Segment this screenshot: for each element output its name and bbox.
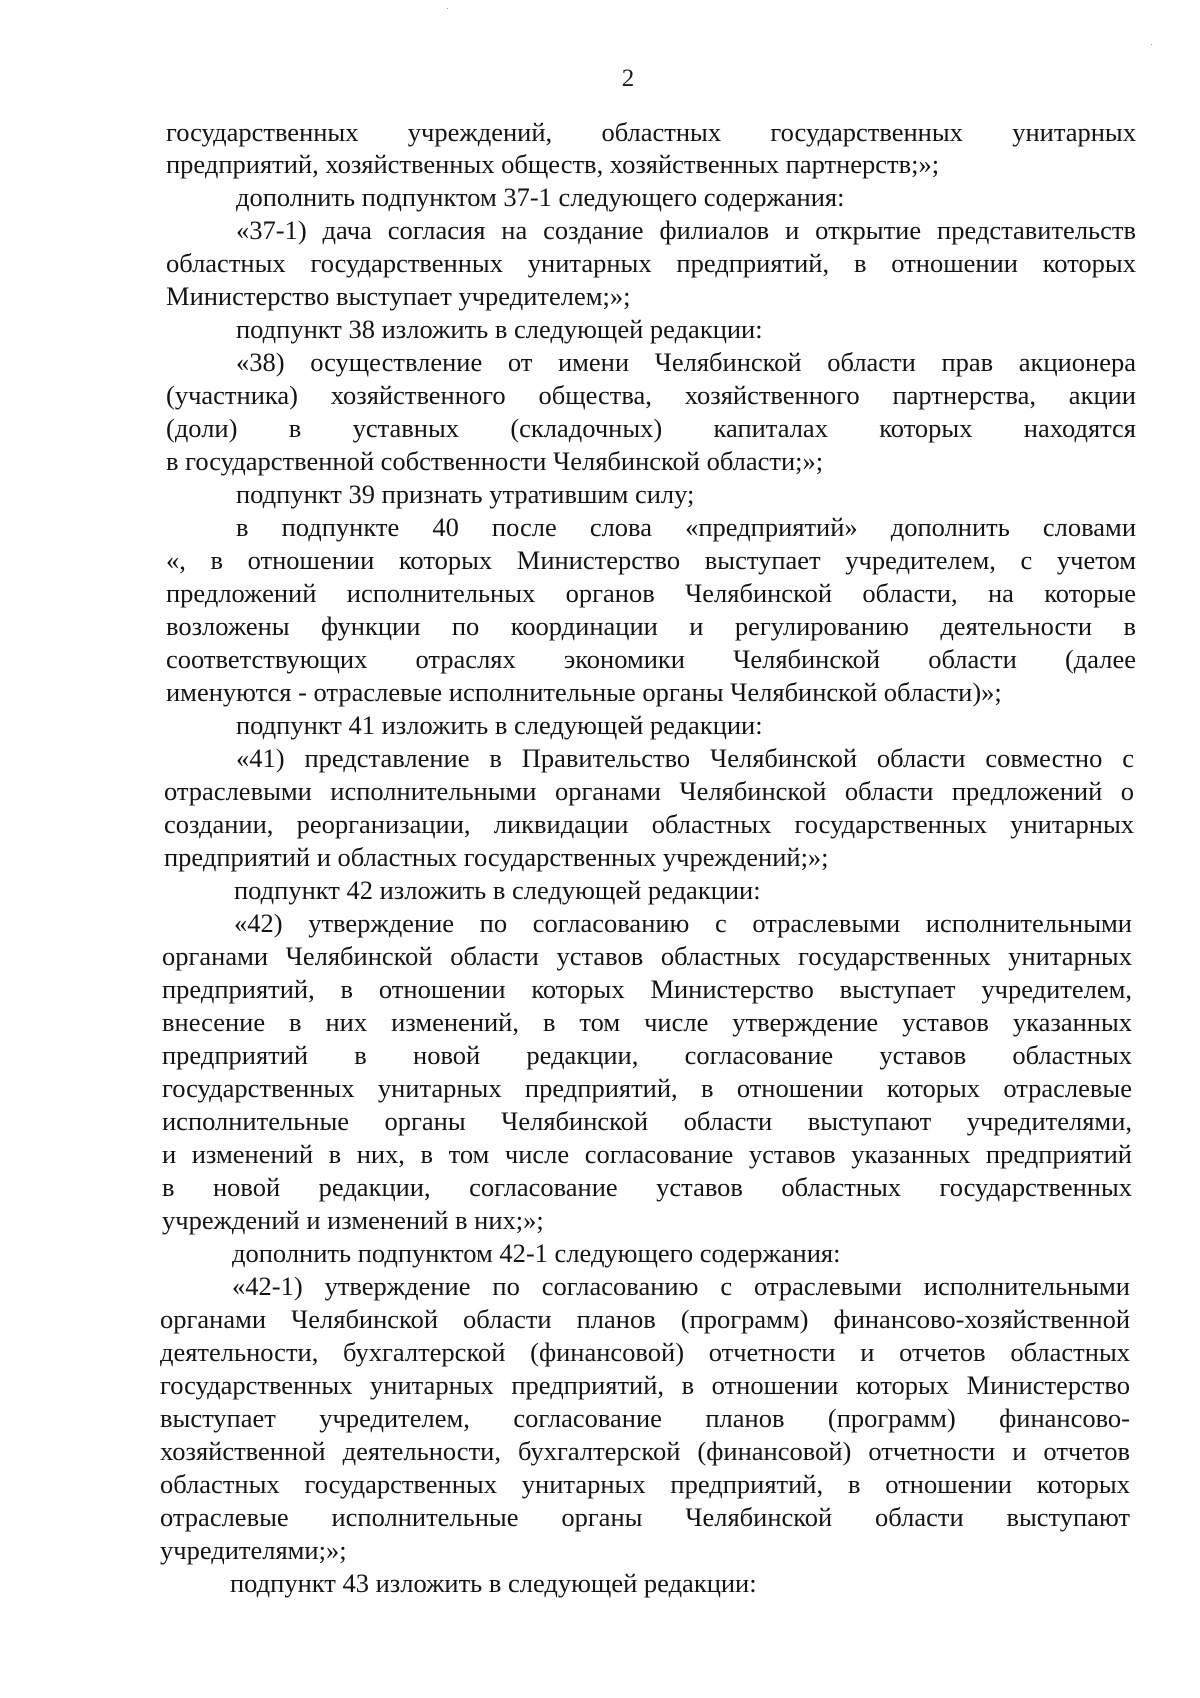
page-number: 2 [621, 65, 635, 92]
text-line: соответствующих отраслях экономики Челябинской области (далее [166, 644, 1136, 674]
text-line: деятельности, бухгалтерской (финансовой) отчетности и отчетов областных [160, 1337, 1130, 1367]
scan-speck [447, 8, 448, 9]
text-line: дополнить подпунктом 42-1 следующего содержания: [232, 1238, 841, 1268]
text-line: отраслевыми исполнительными органами Челябинской области предложений о [164, 776, 1134, 806]
text-line: «41) представление в Правительство Челябинской области совместно с [236, 743, 1134, 773]
text-line: в государственной собственности Челябинской области;»; [166, 446, 824, 476]
text-line: предприятий в новой редакции, согласование уставов областных [162, 1040, 1132, 1070]
text-line: выступает учредителем, согласование планов (программ) финансово- [160, 1403, 1130, 1433]
text-line: возложены функции по координации и регулированию деятельности в [166, 611, 1136, 641]
text-line: предложений исполнительных органов Челябинской области, на которые [166, 578, 1136, 608]
text-line: учредителями;»; [160, 1535, 347, 1565]
text-line: предприятий, в отношении которых Министерство выступает учредителем, [162, 974, 1132, 1004]
text-line: «, в отношении которых Министерство выступает учредителем, с учетом [166, 545, 1136, 575]
text-line: внесение в них изменений, в том числе утверждение уставов указанных [162, 1007, 1132, 1037]
text-line: органами Челябинской области планов (программ) финансово-хозяйственной [160, 1304, 1130, 1334]
text-line: Министерство выступает учредителем;»; [166, 281, 631, 311]
text-line: областных государственных унитарных предприятий, в отношении которых [166, 248, 1136, 278]
text-line: предприятий и областных государственных учреждений;»; [164, 842, 829, 872]
text-line: «42) утверждение по согласованию с отраслевыми исполнительными [234, 908, 1132, 938]
text-line: (участника) хозяйственного общества, хозяйственного партнерства, акции [166, 380, 1136, 410]
text-line: органами Челябинской области уставов областных государственных унитарных [162, 941, 1132, 971]
text-line: «42-1) утверждение по согласованию с отраслевыми исполнительными [232, 1271, 1130, 1301]
text-line: подпункт 39 признать утратившим силу; [236, 479, 695, 509]
text-line: отраслевые исполнительные органы Челябинской области выступают [160, 1502, 1130, 1532]
text-line: подпункт 38 изложить в следующей редакции: [236, 314, 763, 344]
text-line: предприятий, хозяйственных обществ, хозяйственных партнерств;»; [166, 149, 940, 179]
text-line: подпункт 43 изложить в следующей редакции: [230, 1568, 757, 1598]
text-line: создании, реорганизации, ликвидации областных государственных унитарных [164, 809, 1134, 839]
text-line: (доли) в уставных (складочных) капиталах которых находятся [166, 413, 1136, 443]
scan-speck [1151, 44, 1152, 45]
text-line: областных государственных унитарных предприятий, в отношении которых [160, 1469, 1130, 1499]
text-line: подпункт 41 изложить в следующей редакции: [236, 710, 763, 740]
text-line: государственных учреждений, областных государственных унитарных [166, 117, 1136, 147]
text-line: дополнить подпунктом 37-1 следующего содержания: [236, 182, 845, 212]
text-line: государственных унитарных предприятий, в отношении которых отраслевые [162, 1073, 1132, 1103]
text-line: «37-1) дача согласия на создание филиалов и открытие представительств [236, 215, 1136, 245]
text-line: именуются - отраслевые исполнительные органы Челябинской области)»; [166, 677, 1002, 707]
text-line: и изменений в них, в том числе согласование уставов указанных предприятий [162, 1139, 1132, 1169]
text-line: государственных унитарных предприятий, в отношении которых Министерство [160, 1370, 1130, 1400]
text-line: в новой редакции, согласование уставов областных государственных [162, 1172, 1132, 1202]
text-line: в подпункте 40 после слова «предприятий» дополнить словами [236, 512, 1136, 542]
text-line: исполнительные органы Челябинской области выступают учредителями, [162, 1106, 1132, 1136]
text-line: учреждений и изменений в них;»; [162, 1205, 544, 1235]
text-line: хозяйственной деятельности, бухгалтерской (финансовой) отчетности и отчетов [160, 1436, 1130, 1466]
text-line: подпункт 42 изложить в следующей редакции: [234, 875, 761, 905]
text-line: «38) осуществление от имени Челябинской области прав акционера [236, 347, 1136, 377]
